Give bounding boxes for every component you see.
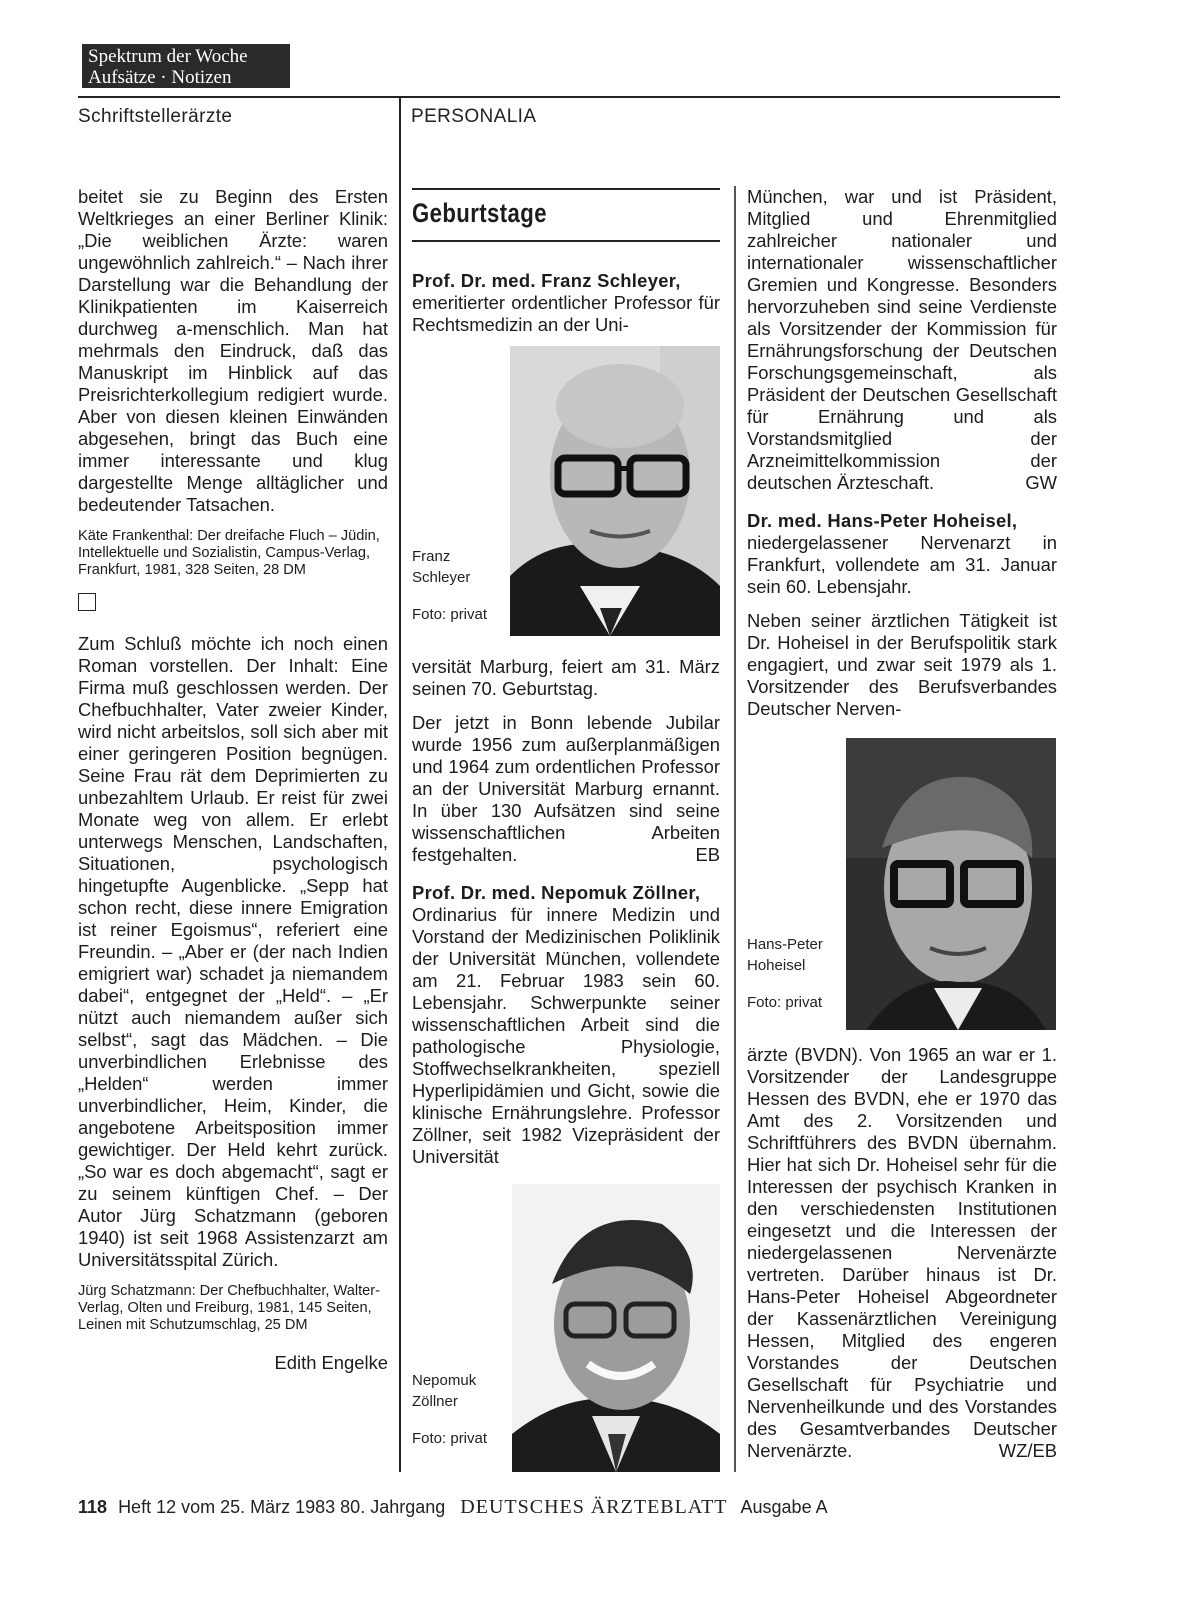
section-label-left: Schriftstellerärzte — [78, 106, 233, 127]
zoellner-caption — [412, 1370, 502, 1449]
hoheisel-photo — [846, 738, 1056, 1030]
right-column-divider — [734, 186, 736, 1472]
page-number: 118 — [78, 1497, 108, 1517]
schleyer-caption-foto: Foto: privat — [412, 606, 488, 623]
page-footer — [78, 1496, 828, 1519]
heading-rule-top — [412, 188, 720, 190]
masthead-line1: Spektrum der Woche — [88, 46, 248, 67]
left-paragraph-1: beitet sie zu Beginn des Ersten Weltkrieges an einer Berliner Klinik: „Die weiblichen Ärzte: waren ungewöhnlich zahlreich.“ – Nach ihrer Darstellung war die Behandlung der Klinikpatienten im Kaiserreich durchweg a-menschlich. Man hat mehrmals den Eindruck, daß das Manuskript im Hinblick auf das Preisrichterkollegium redigiert wurde. Aber von diesen kleinen Einwänden abgesehen, bringt das Buch eine immer interessante und klug dargestellte Menge alltäglicher und bedeutender Tatsachen. — [78, 186, 388, 515]
zoellner-continuation: München, war und ist Präsident, Mitglied und Ehrenmitglied zahlreicher nationaler und internationaler wissenschaftlicher Gremien und Kongresse. Besonders hervorzuheben sind seine Verdienste als Vorsitzender der Kommission für Ernährungsforschung der Deutschen Forschungsgemeinschaft, als Präsident der Deutschen Gesellschaft für Ernährung und als Vorstandsmitglied der Arzneimittelkommission der deutschen Ärzteschaft. — [747, 186, 1057, 493]
top-rule — [78, 96, 1060, 98]
zoellner-text: Ordinarius für innere Medizin und Vorstand der Medizinischen Poliklinik der Universität München, vollendete am 21. Februar 1983 sein 60. Lebensjahr. Schwerpunkte seiner wissenschaftlichen Arbeit sind die pathologische Physiologie, Stoffwechselkrankheiten, speziell Hyperlipidämien und Gicht, sowie die klinische Ernährungslehre. Professor Zöllner, seit 1982 Vizepräsident der Universität — [412, 904, 720, 1167]
issue-info: Heft 12 vom 25. März 1983 80. Jahrgang — [118, 1497, 446, 1517]
book-reference-1: Käte Frankenthal: Der dreifache Fluch – Jüdin, Intellektuelle und Sozialistin, Campus-Verlag, Frankfurt, 1981, 328 Seiten, 28 DM — [78, 528, 380, 578]
section-label-right: PERSONALIA — [411, 106, 537, 127]
zoellner-caption-name: Nepomuk Zöllner — [412, 1372, 477, 1410]
hoheisel-caption-foto: Foto: privat — [747, 994, 823, 1011]
hoheisel-name: Dr. med. Hans-Peter Hoheisel, — [747, 510, 1018, 531]
heading-geburtstage: Geburtstage — [412, 198, 547, 228]
left-paragraph-2: Zum Schluß möchte ich noch einen Roman vorstellen. Der Inhalt: Eine Firma muß geschlossen werden. Der Chefbuchhalter, Vater zweier Kinder, wird nicht arbeitslos, soll sich aber mit einer geringeren Position begnügen. Seine Frau rät dem Deprimierten zu unbezahltem Urlaub. Er reist für zwei Monate weg von allem. Er erlebt unterwegs Menschen, Landschaften, Situationen, psychologisch hingetupfte Augenblicke. „Sepp hat schon recht, diese innere Emigration ist reiner Egoismus“, referiert eine Freundin. – „Aber er (der nach Indien emigriert war) schadet ja niemandem dabei“, entgegnet der „Held“. – „Er nützt auch niemandem außer sich selbst“, sagt das Mädchen. – Die unverbindlichen Erlebnisse des „Helden“ werden immer unverbindlicher, Heim, Kinder, die angebotene Arbeitsposition immer gewichtiger. Der Held kehrt zurück. „So war es doch abgemacht“, sagt er zu seinem künftigen Chef. – Der Autor Jürg Schatzmann (geboren 1940) ist seit 1968 Assistenzarzt am Universitätsspital Zürich. — [78, 633, 388, 1270]
schleyer-bio: Der jetzt in Bonn lebende Jubilar wurde 1956 zum außerplanmäßigen und 1964 zum ordentlichen Professor an der Universität Marburg ernannt. In über 130 Aufsätzen sind seine wissenschaftlichen Arbeiten festgehalten. — [412, 712, 720, 865]
hoheisel-caption — [747, 934, 839, 1013]
zoellner-caption-foto: Foto: privat — [412, 1430, 488, 1447]
author-signature: Edith Engelke — [274, 1352, 388, 1373]
schleyer-caption-name: Franz Schleyer — [412, 548, 471, 586]
book-reference-2: Jürg Schatzmann: Der Chefbuchhalter, Walter-Verlag, Olten und Freiburg, 1981, 145 Seiten, Leinen mit Schutzumschlag, 25 DM — [78, 1283, 381, 1333]
right-column-top — [747, 186, 1057, 732]
hoheisel-caption-name: Hans-Peter Hoheisel — [747, 936, 823, 974]
masthead — [82, 44, 290, 88]
schleyer-intro-block — [412, 270, 720, 336]
schleyer-caption — [412, 546, 492, 625]
schleyer-intro: emeritierter ordentlicher Professor für Rechtsmedizin an der Uni- — [412, 292, 720, 335]
right-column-bottom — [747, 1044, 1057, 1462]
zoellner-photo — [512, 1184, 720, 1472]
hoheisel-continuation: ärzte (BVDN). Von 1965 an war er 1. Vorsitzender der Landesgruppe Hessen des BVDN, ehe er 1970 das Amt des 2. Vorsitzenden und Schriftführers des BVDN übernahm. Hier hat sich Dr. Hoheisel sehr für die Interessen der psychisch Kranken in den verschiedensten Institutionen eingesetzt und die Interessen der niedergelassenen Nervenärzte vertreten. Darüber hinaus ist Dr. Hans-Peter Hoheisel Abgeordneter der Kassenärztlichen Vereinigung Hessen, Mitglied des engeren Vorstandes der Deutschen Gesellschaft für Psychiatrie und Nervenheilkunde und des Vorstandes des Gesamtverbandes Deutscher Nervenärzte. — [747, 1044, 1057, 1461]
schleyer-text-block — [412, 656, 720, 1168]
schleyer-continuation: versität Marburg, feiert am 31. März seinen 70. Geburtstag. — [412, 656, 720, 699]
edition: Ausgabe A — [740, 1497, 828, 1517]
schleyer-photo — [510, 346, 720, 636]
schleyer-portrait-image — [510, 346, 720, 636]
section-box-marker — [78, 593, 96, 611]
schleyer-signature: EB — [695, 844, 720, 865]
zoellner-signature: GW — [1025, 472, 1057, 493]
zoellner-name: Prof. Dr. med. Nepomuk Zöllner, — [412, 882, 701, 903]
heading-rule-bottom — [412, 240, 720, 242]
hoheisel-intro: niedergelassener Nervenarzt in Frankfurt, vollendete am 31. Januar sein 60. Lebensjahr. — [747, 532, 1057, 597]
schleyer-name: Prof. Dr. med. Franz Schleyer, — [412, 270, 681, 291]
left-column — [78, 186, 388, 1374]
column-divider — [399, 96, 401, 1472]
hoheisel-portrait-image — [846, 738, 1056, 1030]
hoheisel-paragraph-2: Neben seiner ärztlichen Tätigkeit ist Dr. Hoheisel in der Berufspolitik stark engagiert, und zwar seit 1979 als 1. Vorsitzender des Berufsverbandes Deutscher Nerven- — [747, 610, 1057, 719]
masthead-line2: Aufsätze · Notizen — [88, 67, 232, 88]
journal-name: DEUTSCHES ÄRZTEBLATT — [460, 1496, 728, 1518]
hoheisel-signature: WZ/EB — [998, 1440, 1057, 1461]
zoellner-portrait-image — [512, 1184, 720, 1472]
